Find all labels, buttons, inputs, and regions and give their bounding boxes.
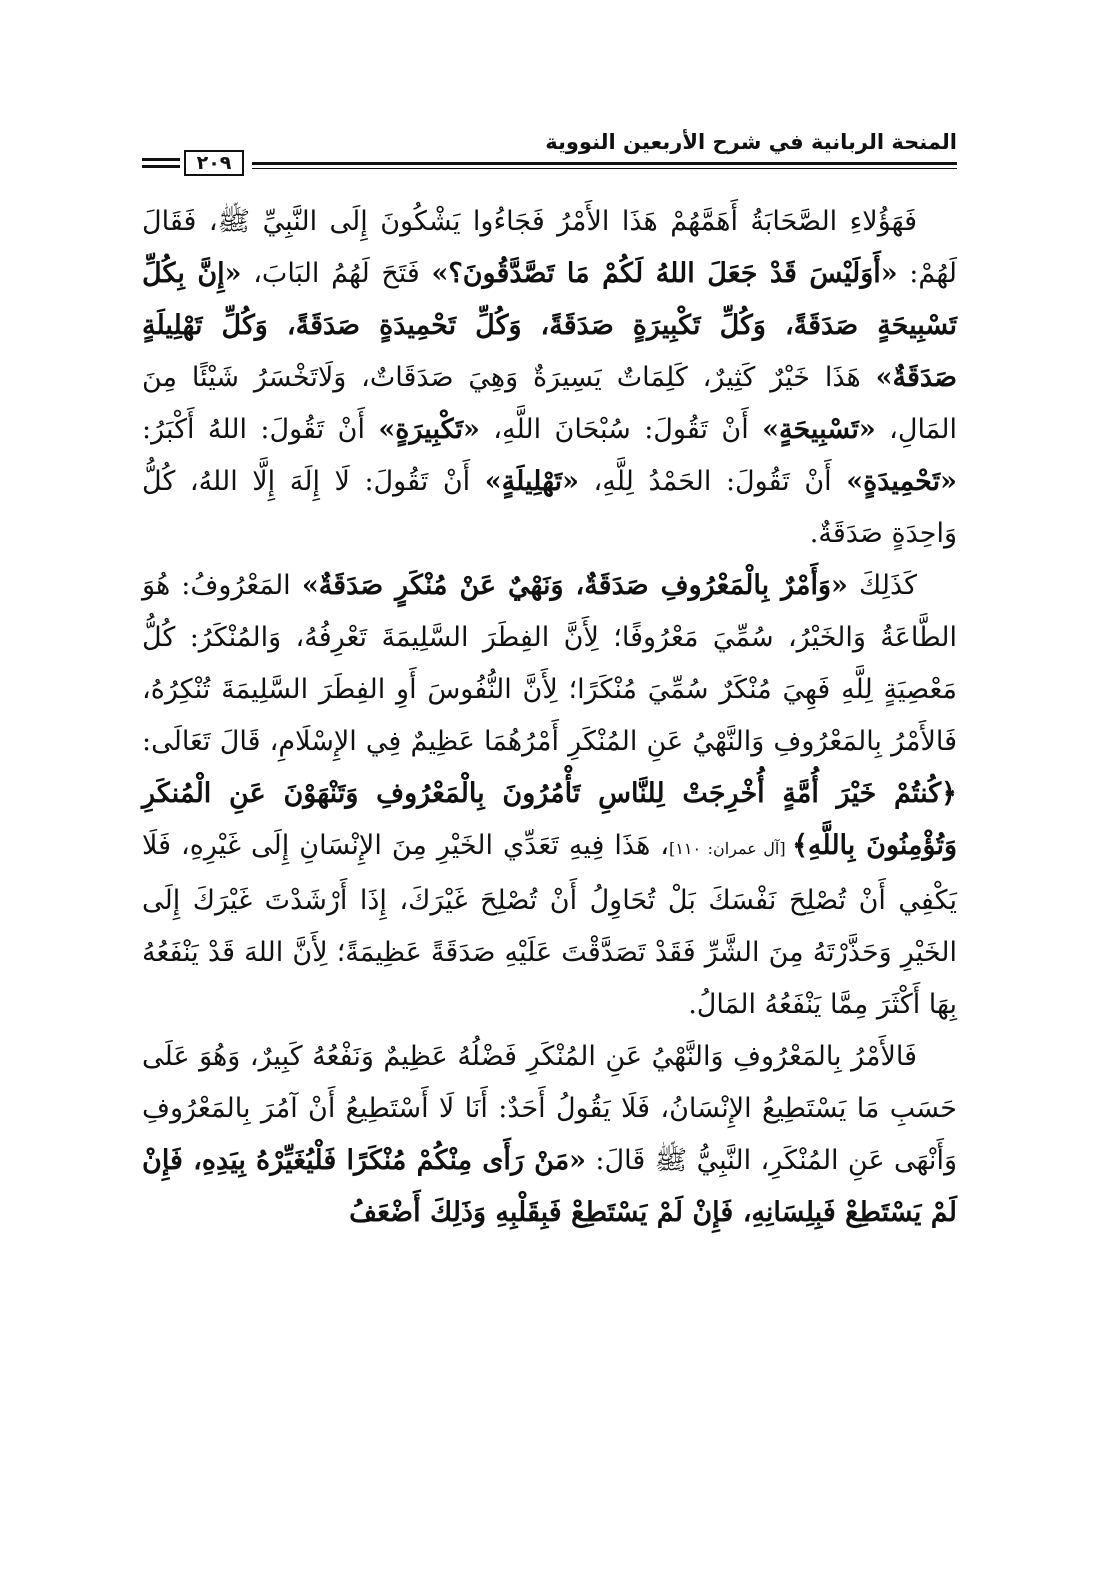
text-segment: ، هَذَا فِيهِ تَعَدِّي الخَيْرِ مِنَ الإِنْسَانِ إِلَى غَيْرِهِ، فَلَا يَكْفِي أَنْ تُصْلِحَ نَفْسَكَ بَلْ تُحَاوِلُ أَنْ تُصْلِحَ غَيْرَكَ، إِذَا أَرْشَدْتَ غَيْرَكَ إِلَى الخَيْرِ وَحَذَّرْتَهُ مِنَ الشَّرِّ فَقَدْ تَصَدَّقْتَ عَلَيْهِ صَدَقَةً عَظِيمَةً؛ لِأَنَّ اللهَ قَدْ يَنْفَعُهُ بِهَا أَكْثَرَ مِمَّا يَنْفَعُهُ المَالُ. (142, 830, 957, 1020)
header-rule (252, 162, 957, 165)
hadith-term: «تَكْبِيرَةٍ» (378, 414, 480, 445)
text-segment: هَذَا خَيْرٌ كَثِيرٌ، كَلِمَاتٌ يَسِيرَةٌ وَهِيَ صَدَقَاتٌ، وَلَاتَخْسَرُ شَيْئًا مِنَ المَالِ، (142, 362, 958, 445)
text-segment: أَنْ تَقُولَ: لَا إِلَهَ إِلَّا اللهُ، كُلُّ وَاحِدَةٍ صَدَقَةٌ. (142, 466, 957, 549)
paragraph-3 (142, 1031, 957, 1239)
quran-verse: ﴿كُنتُمْ خَيْرَ أُمَّةٍ أُخْرِجَتْ لِلنَّاسِ تَأْمُرُونَ بِالْمَعْرُوفِ وَتَنْهَوْنَ عَنِ الْمُنكَرِ وَتُؤْمِنُونَ بِاللَّهِ﴾ (142, 778, 957, 861)
page-number: ٢٠٩ (184, 150, 244, 176)
verse-citation: [آل عمران: ١١٠] (669, 839, 793, 858)
header-rule-left-bottom (142, 165, 180, 168)
text-segment: أَنْ تَقُولَ: الحَمْدُ لِلَّهِ، (578, 466, 847, 497)
text-segment: فَالأَمْرُ بِالمَعْرُوفِ وَالنَّهْيُ عَنِ المُنْكَرِ فَضْلُهُ عَظِيمٌ وَنَفْعُهُ كَبِيرٌ، وَهُوَ عَلَى حَسَبِ مَا يَسْتَطِيعُ الإِنْسَانُ، فَلَا يَقُولُ أَحَدٌ: أَنَا لَا أَسْتَطِيعُ أَنْ آمُرَ بِالمَعْرُوفِ وَأَنْهَى عَنِ المُنْكَرِ، النَّبِيُّ ﷺ قَالَ: (142, 1041, 957, 1176)
header-rule-left-top (142, 158, 180, 161)
book-title: المنحة الربانية في شرح الأربعين النووية (545, 130, 957, 154)
text-segment: فَتَحَ لَهُمُ البَابَ، (241, 258, 432, 289)
text-segment: أَنْ تَقُولَ: سُبْحَانَ اللَّهِ، (479, 414, 763, 445)
paragraph-1 (142, 196, 957, 560)
text-segment: كَذَلِكَ (847, 570, 917, 601)
text-segment: أَنْ تَقُولَ: اللهُ أَكْبَرُ: (142, 414, 379, 445)
body-text (142, 196, 957, 1239)
hadith-quote: «أَوَلَيْسَ قَدْ جَعَلَ اللهُ لَكُمْ مَا تَصَّدَّقُونَ؟» (431, 258, 898, 289)
page-header (142, 128, 957, 180)
header-rule-thin (252, 168, 957, 169)
hadith-quote: «إِنَّ بِكُلِّ تَسْبِيحَةٍ صَدَقَةً، وَكُلِّ تَكْبِيرَةٍ صَدَقَةً، وَكُلِّ تَحْمِيدَةٍ صَدَقَةً، وَكُلِّ تَهْلِيلَةٍ صَدَقَةٌ» (142, 258, 957, 393)
hadith-term: «تَسْبِيحَةٍ» (762, 414, 876, 445)
hadith-term: «تَهْلِيلَةٍ» (484, 466, 579, 497)
hadith-quote: «مَنْ رَأَى مِنْكُمْ مُنْكَرًا فَلْيُغَيِّرْهُ بِيَدِهِ، فَإِنْ لَمْ يَسْتَطِعْ فَبِلِسَانِهِ، فَإِنْ لَمْ يَسْتَطِعْ فَبِقَلْبِهِ وَذَلِكَ أَضْعَفُ (142, 1145, 957, 1228)
text-segment: فَهَؤُلاءِ الصَّحَابَةُ أَهَمَّهُمْ هَذَا الأَمْرُ فَجَاءُوا يَشْكُونَ إِلَى النَّبِيِّ ﷺ، فَقَالَ لَهُمْ: (142, 206, 958, 289)
text-segment: المَعْرُوفُ: هُوَ الطَّاعَةُ وَالخَيْرُ، سُمِّيَ مَعْرُوفًا؛ لِأَنَّ الفِطَرَ السَّلِيمَةَ تَعْرِفُهُ، وَالمُنْكَرُ: كُلُّ مَعْصِيَةٍ لِلَّهِ فَهِيَ مُنْكَرٌ سُمِّيَ مُنْكَرًا؛ لِأَنَّ النُّفُوسَ أَوِ الفِطَرَ السَّلِيمَةَ تُنْكِرُهُ، فَالأَمْرُ بِالمَعْرُوفِ وَالنَّهْيُ عَنِ المُنْكَرِ أَمْرُهُمَا عَظِيمٌ فِي الإِسْلَامِ، قَالَ تَعَالَى: (142, 570, 957, 757)
hadith-term: «تَحْمِيدَةٍ» (846, 466, 958, 497)
hadith-quote: «وَأَمْرٌ بِالْمَعْرُوفِ صَدَقَةٌ، وَنَهْيٌ عَنْ مُنْكَرٍ صَدَقَةٌ» (301, 570, 848, 601)
paragraph-2 (142, 560, 957, 1031)
